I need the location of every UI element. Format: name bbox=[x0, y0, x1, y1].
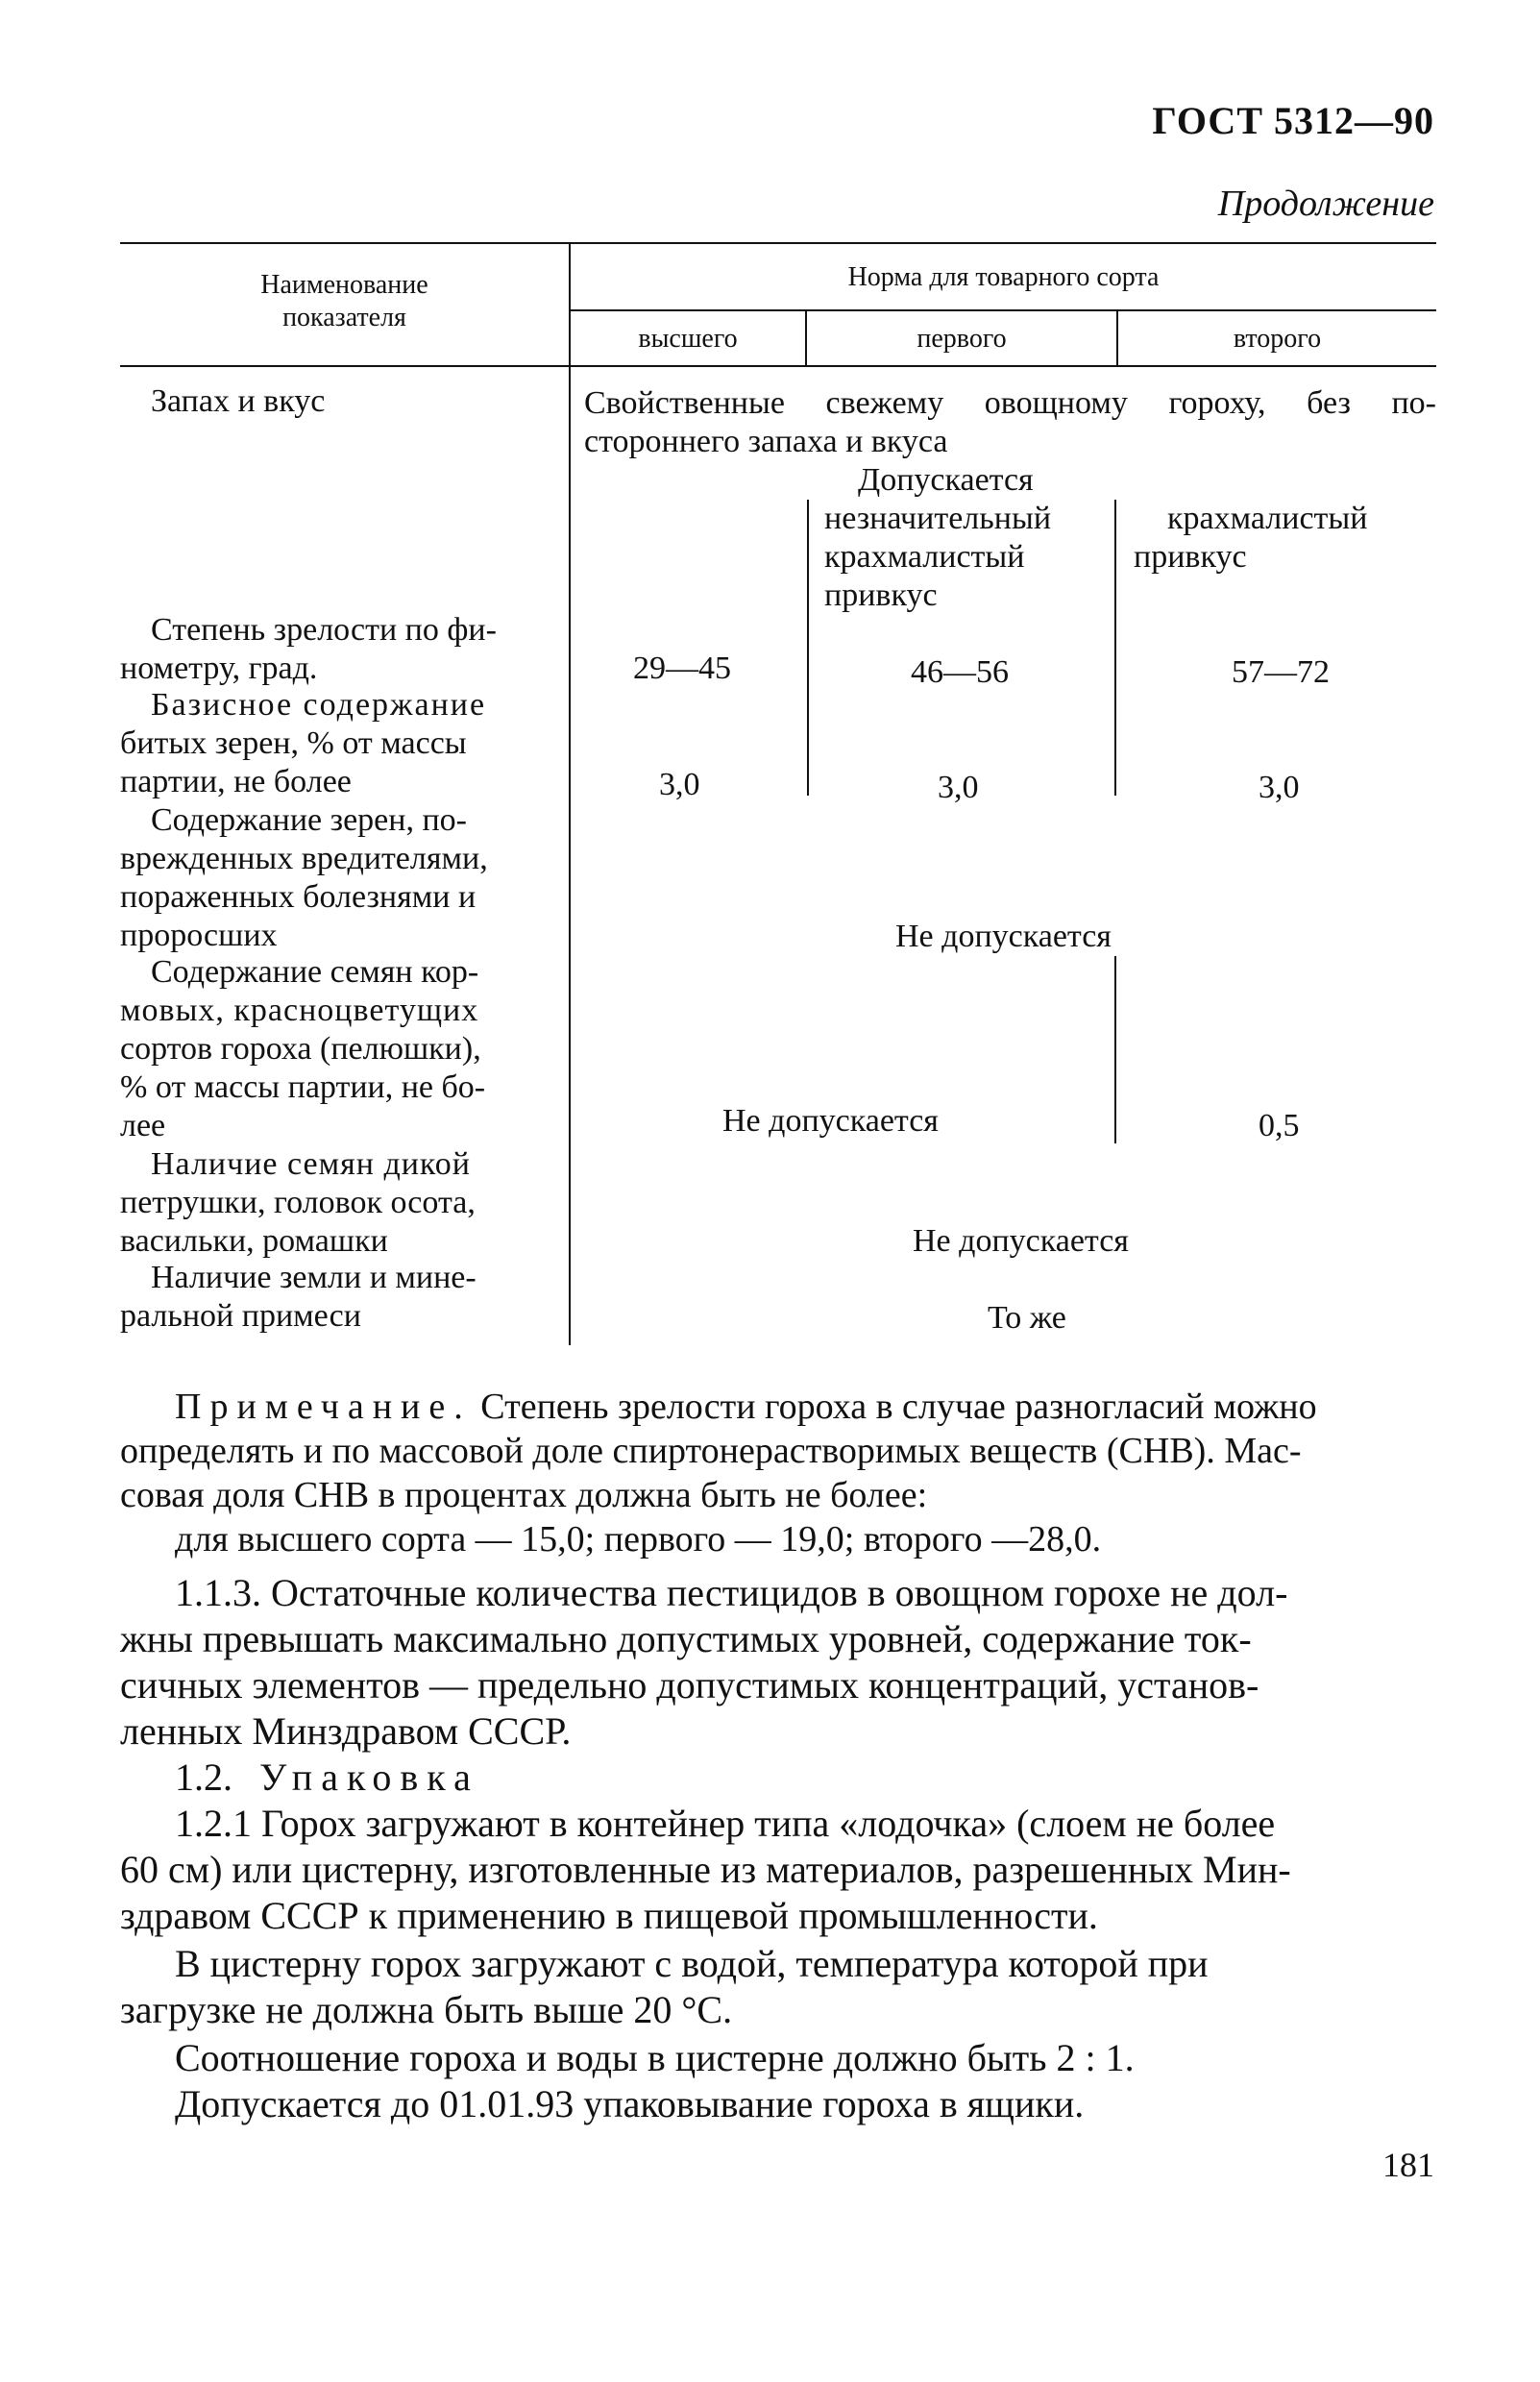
body-divider-first-1 bbox=[807, 500, 809, 796]
row-broken-name-3: партии, не более bbox=[120, 764, 352, 799]
header-indicator-line-1: Наименование bbox=[260, 270, 428, 300]
row-damaged-name-4: проросших bbox=[120, 918, 278, 953]
row-smell-name: Запах и вкус bbox=[151, 383, 326, 419]
table-top-rule bbox=[120, 242, 1436, 244]
row-broken-highest: 3,0 bbox=[659, 767, 700, 802]
row-maturity-second: 57—72 bbox=[1232, 654, 1330, 690]
p113-line-4: ленных Минздравом СССР. bbox=[120, 1709, 572, 1753]
page-number: 181 bbox=[1382, 2146, 1434, 2184]
row-soil-name-1: Наличие земли и мине- bbox=[151, 1260, 477, 1295]
p113-line-1: 1.1.3. Остаточные количества пестицидов в овощном горохе не дол- bbox=[175, 1571, 1288, 1614]
header-norm: Норма для товарного сорта bbox=[847, 262, 1160, 292]
row-damaged-value: Не допускается bbox=[895, 919, 1112, 954]
row-broken-second: 3,0 bbox=[1259, 770, 1300, 805]
row-broken-name-1: Базисное содержание bbox=[151, 687, 487, 723]
table-name-column-divider bbox=[569, 242, 571, 1345]
section-1-2-number: 1.2. bbox=[175, 1756, 232, 1799]
header-indicator-name bbox=[120, 269, 569, 334]
note-line-1 bbox=[175, 1384, 1317, 1430]
row-damaged-name-1: Содержание зерен, по- bbox=[151, 802, 467, 838]
p-cistern-line-1: В цистерну горох загружают с водой, температура которой при bbox=[175, 1942, 1209, 1985]
row-fodder-name-3: сортов гороха (пелюшки), bbox=[120, 1031, 481, 1067]
document-code: ГОСТ 5312—90 bbox=[1152, 99, 1434, 142]
row-weeds-name-3: васильки, ромашки bbox=[120, 1223, 388, 1259]
row-maturity-name-1: Степень зрелости по фи- bbox=[151, 612, 497, 648]
row-smell-common-2: стороннего запаха и вкуса bbox=[584, 424, 948, 459]
row-soil-value: То же bbox=[988, 1300, 1066, 1336]
row-fodder-name-2: мовых, красноцветущих bbox=[120, 993, 479, 1028]
row-weeds-name-1: Наличие семян дикой bbox=[151, 1146, 471, 1182]
row-fodder-name-5: лее bbox=[120, 1108, 166, 1143]
row-fodder-second: 0,5 bbox=[1259, 1108, 1300, 1143]
row-maturity-highest: 29—45 bbox=[633, 651, 731, 686]
row-fodder-highest-first: Не допускается bbox=[722, 1103, 939, 1139]
row-smell-common-1: Свойственные свежему овощному гороху, без по- bbox=[584, 385, 1436, 421]
p-cistern-line-2: загрузке не должна быть выше 20 °С. bbox=[120, 1988, 733, 2031]
row-maturity-name-2: нометру, град. bbox=[120, 651, 318, 686]
header-grade-first: первого bbox=[917, 324, 1007, 354]
row-soil-name-2: ральной примеси bbox=[120, 1298, 361, 1334]
section-1-2-title: Упаковка bbox=[259, 1756, 479, 1799]
row-smell-allowed: Допускается bbox=[858, 462, 1034, 498]
continuation-label: Продолжение bbox=[1217, 184, 1434, 224]
row-smell-second-2: привкус bbox=[1134, 539, 1247, 575]
row-fodder-name-4: % от массы партии, не бо- bbox=[120, 1069, 486, 1105]
row-fodder-name-1: Содержание семян кор- bbox=[151, 954, 479, 990]
p121-line-3: здравом СССР к применению в пищевой промышленности. bbox=[120, 1894, 1098, 1937]
note-line-2: определять и по массовой доле спиртонерастворимых веществ (СНВ). Мас- bbox=[120, 1431, 1302, 1471]
row-weeds-name-2: петрушки, головок осота, bbox=[120, 1185, 476, 1220]
row-broken-first: 3,0 bbox=[938, 770, 979, 805]
row-damaged-name-3: пораженных болезнями и bbox=[120, 879, 477, 915]
row-damaged-name-2: врежденных вредителями, bbox=[120, 841, 488, 876]
row-smell-first-3: привкус bbox=[824, 577, 938, 613]
note-line-4: для высшего сорта — 15,0; первого — 19,0; второго —28,0. bbox=[175, 1519, 1102, 1559]
table-header-bottom-rule bbox=[120, 365, 1436, 367]
table-subheader-rule bbox=[569, 309, 1436, 311]
note-label: Примечание. bbox=[175, 1387, 472, 1427]
p-ratio: Соотношение гороха и воды в цистерне должно быть 2 : 1. bbox=[175, 2036, 1135, 2079]
p113-line-3: сичных элементов — предельно допустимых концентраций, установ- bbox=[120, 1663, 1259, 1707]
row-weeds-value: Не допускается bbox=[913, 1223, 1129, 1259]
header-indicator-line-2: показателя bbox=[282, 303, 406, 332]
body-divider-second-2 bbox=[1114, 956, 1116, 1143]
row-broken-name-2: битых зерен, % от массы bbox=[120, 725, 467, 761]
row-smell-first-2: крахмалистый bbox=[824, 539, 1025, 575]
note-line-3: совая доля СНВ в процентах должна быть не более: bbox=[120, 1475, 928, 1515]
row-smell-second-1: крахмалистый bbox=[1167, 501, 1368, 536]
row-smell-first-1: незначительный bbox=[824, 501, 1052, 536]
header-grade-second: второго bbox=[1233, 324, 1322, 354]
p121-line-1: 1.2.1 Горох загружают в контейнер типа «лодочка» (слоем не более bbox=[175, 1802, 1276, 1845]
header-grade-highest: высшего bbox=[638, 324, 738, 354]
row-maturity-first: 46—56 bbox=[911, 654, 1009, 690]
p121-line-2: 60 см) или цистерну, изготовленные из материалов, разрешенных Мин- bbox=[120, 1848, 1291, 1891]
note-line-1-text: Степень зрелости гороха в случае разногласий можно bbox=[471, 1387, 1317, 1427]
body-divider-second-1 bbox=[1114, 500, 1116, 796]
p-boxes: Допускается до 01.01.93 упаковывание гороха в ящики. bbox=[175, 2082, 1085, 2125]
section-1-2-heading bbox=[175, 1755, 479, 1801]
p113-line-2: жны превышать максимально допустимых уровней, содержание ток- bbox=[120, 1617, 1252, 1660]
